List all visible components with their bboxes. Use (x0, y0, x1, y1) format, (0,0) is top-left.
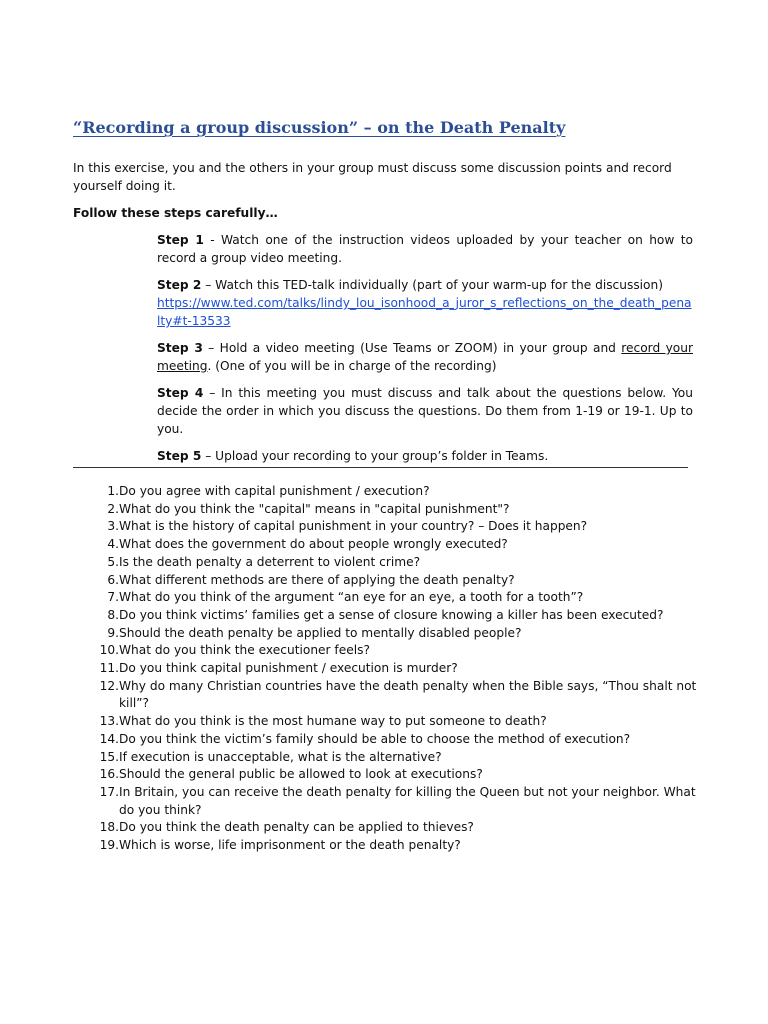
question-number: 7. (107, 590, 119, 605)
question-text: What do you think is the most humane way to put someone to death? (119, 714, 547, 729)
question-text: Do you think capital punishment / execution is murder? (119, 661, 458, 676)
step-label: Step 3 (157, 341, 203, 355)
step-5 (157, 447, 693, 465)
step-separator: - (203, 233, 221, 247)
question-number: 14. (99, 731, 119, 746)
question-number: 9. (107, 625, 119, 640)
page-title: “Recording a group discussion” – on the Death Penalty (73, 118, 566, 137)
question-text: Do you think the death penalty can be applied to thieves? (119, 820, 474, 835)
list-item (93, 660, 698, 678)
question-number: 19. (99, 838, 119, 853)
list-item (93, 501, 698, 519)
question-number: 16. (99, 767, 119, 782)
question-text: Do you think the victim’s family should be able to choose the method of execution? (119, 731, 631, 746)
question-text: What different methods are there of applying the death penalty? (119, 572, 515, 587)
list-item (93, 483, 698, 501)
list-item (93, 589, 698, 607)
question-number: 5. (107, 554, 119, 569)
step-4 (157, 384, 693, 438)
list-item (93, 784, 698, 819)
intro-paragraph: In this exercise, you and the others in your group must discuss some discussion points and record yourself doing it. (73, 161, 672, 193)
question-number: 4. (107, 537, 119, 552)
question-text: If execution is unacceptable, what is the alternative? (119, 749, 442, 764)
question-number: 17. (99, 784, 119, 799)
step-label: Step 2 (157, 278, 202, 292)
steps-list (157, 231, 693, 474)
question-text: What do you think the "capital" means in "capital punishment"? (119, 501, 510, 516)
list-item (93, 536, 698, 554)
question-text: Why do many Christian countries have the death penalty when the Bible says, “Thou shalt not kill”? (119, 678, 697, 711)
ted-talk-link[interactable]: https://www.ted.com/talks/lindy_lou_isonhood_a_juror_s_reflections_on_the_death_penalty#t-13533 (157, 296, 692, 328)
list-item (93, 607, 698, 625)
question-text: Do you think victims’ families get a sense of closure knowing a killer has been executed? (119, 607, 664, 622)
question-number: 12. (99, 678, 119, 693)
list-item (93, 731, 698, 749)
list-item (93, 713, 698, 731)
questions-list (93, 483, 698, 855)
list-item (93, 518, 698, 536)
step-text: Hold a video meeting (Use Teams or ZOOM) in your group and (219, 341, 622, 355)
step-label: Step 5 (157, 449, 202, 463)
question-text: What is the history of capital punishment in your country? – Does it happen? (119, 519, 588, 534)
step-text: Watch this TED-talk individually (part of your warm-up for the discussion) (215, 278, 663, 292)
step-label: Step 1 (157, 233, 204, 247)
record-meeting-underlined: record your meeting (157, 341, 693, 373)
question-text: In Britain, you can receive the death penalty for killing the Queen but not your neighbor. What do you think? (119, 784, 696, 817)
list-item (93, 749, 698, 767)
step-text: In this meeting you must discuss and talk about the questions below. You decide the order in which you discuss the questions. Do them from 1-19 or 19-1. Up to you. (157, 386, 693, 436)
question-text: What do you think of the argument “an eye for an eye, a tooth for a tooth”? (119, 590, 584, 605)
question-text: What do you think the executioner feels? (119, 643, 370, 658)
step-separator: – (201, 278, 216, 292)
question-number: 13. (99, 714, 119, 729)
list-item (93, 837, 698, 855)
question-number: 1. (107, 484, 119, 498)
step-text: Watch one of the instruction videos uploaded by your teacher on how to record a group video meeting. (157, 233, 693, 265)
step-label: Step 4 (157, 386, 204, 400)
list-item (93, 642, 698, 660)
step-separator: – (201, 449, 216, 463)
question-text: What does the government do about people wrongly executed? (119, 537, 508, 552)
question-number: 8. (107, 607, 119, 622)
list-item (93, 554, 698, 572)
question-number: 11. (99, 661, 119, 676)
question-number: 15. (99, 749, 119, 764)
question-number: 3. (107, 519, 119, 534)
list-item (93, 678, 698, 713)
step-text-after: . (One of you will be in charge of the recording) (207, 359, 497, 373)
list-item (93, 766, 698, 784)
horizontal-divider (73, 467, 688, 468)
question-number: 6. (107, 572, 119, 587)
list-item (93, 625, 698, 643)
question-text: Should the general public be allowed to look at executions? (119, 767, 483, 782)
step-3 (157, 339, 693, 375)
question-text: Is the death penalty a deterrent to violent crime? (119, 554, 421, 569)
step-2 (157, 276, 693, 330)
question-text: Do you agree with capital punishment / execution? (119, 484, 430, 498)
step-1 (157, 231, 693, 267)
list-item (93, 572, 698, 590)
question-text: Which is worse, life imprisonment or the death penalty? (119, 838, 461, 853)
step-text: Upload your recording to your group’s folder in Teams. (215, 449, 549, 463)
follow-steps-heading: Follow these steps carefully… (73, 206, 278, 220)
step-separator: – (202, 341, 220, 355)
list-item (93, 819, 698, 837)
question-number: 10. (99, 643, 119, 658)
question-text: Should the death penalty be applied to mentally disabled people? (119, 625, 522, 640)
question-number: 2. (107, 501, 119, 516)
step-separator: – (203, 386, 222, 400)
question-number: 18. (99, 820, 119, 835)
